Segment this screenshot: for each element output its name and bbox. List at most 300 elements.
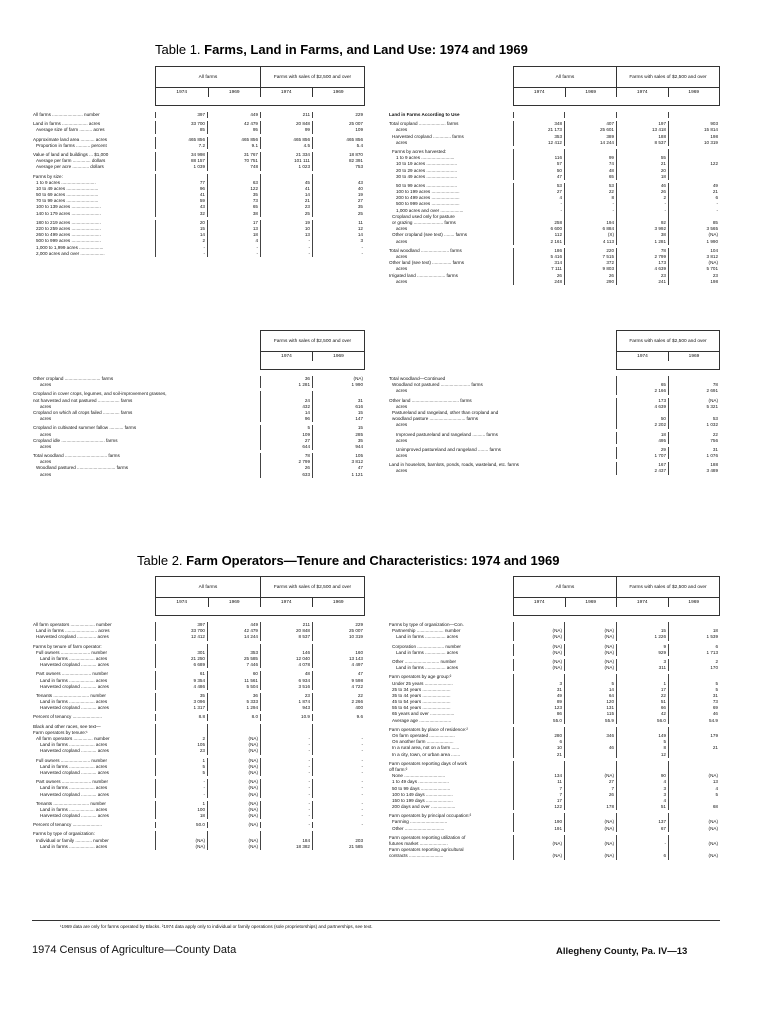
table-row — [388, 826, 720, 832]
cell-value: 53 — [513, 183, 564, 189]
row-label: Percent of tenancy ....................... — [33, 822, 102, 828]
cell-value: 432 — [260, 404, 312, 410]
cell-value: 65 — [207, 204, 260, 210]
table-row — [32, 748, 365, 754]
cell-value: 5 321 — [668, 404, 720, 410]
row-label: Tenants ............................ number — [36, 692, 106, 698]
cell-value: 173 — [616, 398, 668, 404]
cell-value: 116 — [513, 155, 564, 161]
row-label: acres — [396, 403, 408, 409]
row-label: Part owners ....................... number — [36, 671, 108, 677]
cell-value: 4 639 — [616, 404, 668, 410]
row-label: 220 to 259 acres ....................... — [36, 226, 101, 231]
cell-value: 115 — [564, 711, 616, 717]
row-label: acres — [396, 388, 408, 394]
cell-value: 5 — [668, 792, 720, 798]
cell-value: - — [616, 201, 668, 207]
cell-value: (NA) — [207, 838, 260, 844]
row-label: 65 years and over ................... — [392, 711, 455, 717]
cell-value: 1 226 — [616, 634, 668, 640]
cell-value: - — [616, 208, 668, 214]
row-label: Land in farms ................ acres — [396, 649, 459, 655]
row-label: 50 to 99 acres ........................ — [396, 182, 458, 188]
cell-value: (NA) — [668, 398, 720, 404]
cell-value: 35 — [155, 693, 207, 699]
row-label: Cropland in cover crops, legumes, and soil-improvement grasses, — [33, 391, 167, 397]
cell-value: 301 — [155, 650, 207, 656]
cell-value: 15 — [155, 226, 207, 232]
cell-value: (NA) — [668, 773, 720, 779]
row-label: contracts ........................... — [389, 853, 444, 859]
cell-value: 14 — [260, 192, 312, 198]
cell-value: 18 — [207, 232, 260, 238]
row-label: Individual or family ............. number — [36, 837, 109, 843]
cell-value: 65 — [564, 174, 616, 180]
cell-value: 14 — [312, 232, 365, 238]
cell-value: 85 — [668, 220, 720, 226]
cell-value: 48 — [260, 671, 312, 677]
cell-value: 60 — [207, 671, 260, 677]
cell-value: 5 333 — [207, 699, 260, 705]
cell-value: 12 412 — [155, 634, 207, 640]
cell-value: 1 713 — [668, 650, 720, 656]
cell-value: 137 — [616, 819, 668, 825]
cell-value: 15 — [312, 410, 365, 416]
row-label: Land in farms .................... acres — [33, 121, 101, 127]
cell-value — [564, 112, 616, 118]
row-label: Full owners ....................... number — [36, 649, 107, 655]
cell-value: 51 — [616, 804, 668, 810]
cell-value: 25 585 — [207, 656, 260, 662]
row-label: Land in farms ................ acres — [396, 634, 459, 640]
cell-value: 23 — [616, 273, 668, 279]
row-label: 200 days and over ................... — [392, 804, 456, 810]
header-all-farms: All farms — [198, 74, 218, 80]
table1-title — [155, 42, 528, 57]
cell-value: 40 — [312, 186, 365, 192]
cell-value: 407 — [564, 121, 616, 127]
cell-value: 26 — [564, 792, 616, 798]
cell-value: 18 870 — [312, 152, 365, 158]
cell-value: 903 — [668, 121, 720, 127]
cell-value: 14 244 — [564, 140, 616, 146]
cell-value: 21 173 — [513, 127, 564, 133]
row-label: Other land ..................................... farms — [389, 397, 472, 403]
t1-left-body — [32, 112, 365, 257]
table-row — [32, 822, 365, 828]
cell-value: 756 — [668, 438, 720, 444]
cell-value: 92 — [616, 220, 668, 226]
row-label: acres — [396, 139, 408, 145]
row-label: 30 to 49 acres ........................ — [396, 173, 458, 179]
cell-value: 633 — [260, 472, 312, 478]
cell-value: 77 — [155, 180, 207, 186]
cell-value: 36 — [207, 693, 260, 699]
row-label: All farms ........................ number — [33, 112, 100, 117]
cell-value: (NA) — [513, 628, 564, 634]
cell-value: - — [312, 822, 365, 828]
cell-value: - — [260, 758, 312, 764]
cell-value: 198 — [668, 279, 720, 285]
row-label: 100 to 199 acres ...................... — [396, 189, 460, 195]
header-all-farms: All farms — [555, 74, 575, 80]
cell-value: 18 — [668, 628, 720, 634]
row-label: acres — [40, 459, 52, 465]
cell-value: 5 — [616, 739, 668, 745]
row-label: Cropland on which all crops failed ............. farms — [33, 409, 133, 415]
row-label: Farm operators reporting utilization of — [389, 834, 466, 840]
cell-value: (NA) — [513, 841, 564, 847]
row-label: not harvested and not pastured ................. farms — [33, 397, 133, 403]
cell-value: 191 — [513, 826, 564, 832]
cell-value: 21 585 — [312, 844, 365, 850]
cell-value: 167 — [616, 462, 668, 468]
cell-value: 5 416 — [513, 254, 564, 260]
cell-value: 5 — [155, 764, 207, 770]
table-row — [388, 468, 720, 474]
table1-title-text: Farms, Land in Farms, and Land Use: 1974 and 1969 — [204, 42, 528, 57]
cell-value: 26 — [564, 273, 616, 279]
table-row — [32, 164, 365, 170]
cell-value: 56.0 — [616, 718, 668, 724]
cell-value: 9.6 — [312, 714, 365, 720]
row-label: acres — [40, 431, 52, 437]
row-label: Farm operators reporting agricultural — [389, 847, 464, 853]
cell-value: 18 382 — [260, 844, 312, 850]
cell-value: 26 — [513, 273, 564, 279]
cell-value: 465 856 — [312, 137, 365, 143]
cell-value: 1 — [616, 681, 668, 687]
cell-value: 100 — [155, 807, 207, 813]
cell-value: 5 — [260, 425, 312, 431]
row-label: Corporation ..................... number — [392, 643, 461, 649]
t2-right-body — [388, 622, 720, 860]
row-label: Farm operators reporting days of work — [389, 760, 467, 766]
row-label: Cropland used only for pasture — [392, 213, 455, 219]
row-label: Average age ......................... — [392, 717, 452, 723]
cell-value: 101 111 — [260, 158, 312, 164]
cell-value: 131 — [564, 705, 616, 711]
cell-value: - — [312, 748, 365, 754]
cell-value: 2 — [668, 659, 720, 665]
cell-value: 25 — [312, 211, 365, 217]
header-year-1974: 1974 — [260, 598, 312, 607]
table2-number: Table 2. — [137, 553, 183, 568]
cell-value: 5.4 — [312, 143, 365, 149]
cell-value: 6 — [668, 644, 720, 650]
row-label: 70 to 99 acres ......................... — [36, 198, 99, 204]
cell-value: - — [207, 251, 260, 257]
cell-value: 70 751 — [207, 158, 260, 164]
cell-value: 21 — [616, 161, 668, 167]
cell-value: 120 — [564, 699, 616, 705]
row-label: 100 to 149 days ..................... — [392, 791, 453, 797]
cell-value: - — [260, 770, 312, 776]
cell-value: 21 250 — [155, 656, 207, 662]
cell-value: 21 — [513, 752, 564, 758]
cell-value: 1 281 — [260, 382, 312, 388]
cell-value: 27 — [513, 189, 564, 195]
cell-value: (NA) — [513, 644, 564, 650]
cell-value: 146 — [260, 650, 312, 656]
row-label: Average size of farm .......... acres — [36, 127, 105, 133]
cell-value: (NA) — [207, 822, 260, 828]
row-label: acres — [40, 403, 52, 409]
table-row — [388, 650, 720, 656]
cell-value: 12 412 — [513, 140, 564, 146]
cell-value: 15 — [312, 425, 365, 431]
cell-value: 389 — [564, 134, 616, 140]
row-label: On another farm ..................... — [392, 739, 454, 745]
cell-value: 123 — [513, 705, 564, 711]
cell-value: 186 — [513, 248, 564, 254]
footnote-rule — [32, 920, 720, 921]
row-label: Land in farms .................... acres — [40, 806, 108, 812]
cell-value: (X) — [564, 232, 616, 238]
cell-value: 241 — [616, 279, 668, 285]
cell-value: 3 992 — [616, 226, 668, 232]
cell-value: 12 — [616, 752, 668, 758]
row-label: 2,000 acres and over ................... — [36, 250, 105, 256]
cell-value: 14 244 — [207, 634, 260, 640]
cell-value: 4 — [616, 798, 668, 804]
cell-value: 27 — [260, 438, 312, 444]
cell-value: 42 479 — [207, 628, 260, 634]
row-label: woodland pasture ............................ farms — [392, 416, 479, 422]
cell-value: 33 700 — [155, 121, 207, 127]
row-label: Farms by size: — [33, 173, 63, 179]
cell-value: 65 — [616, 382, 668, 388]
t2-left-body — [32, 622, 365, 850]
table-row — [388, 279, 720, 285]
t1-bot-right-header — [616, 330, 720, 370]
cell-value: 3 — [616, 659, 668, 665]
cell-value: 47 — [513, 174, 564, 180]
cell-value: 2 691 — [668, 388, 720, 394]
cell-value: 4 — [207, 238, 260, 244]
cell-value: 73 — [207, 198, 260, 204]
cell-value: 4 722 — [312, 684, 365, 690]
row-label: Farming ............................. — [392, 819, 448, 825]
cell-value — [668, 112, 720, 118]
row-label: acres — [396, 253, 408, 259]
table-row — [32, 792, 365, 798]
row-label: Other cropland ............................ farms — [33, 376, 114, 381]
cell-value: 179 — [668, 733, 720, 739]
cell-value: 67 — [616, 826, 668, 832]
cell-value: 4 639 — [616, 266, 668, 272]
row-label: Total woodland—Continued — [389, 376, 446, 381]
cell-value: (NA) — [513, 659, 564, 665]
cell-value: (NA) — [513, 853, 564, 859]
cell-value: - — [155, 779, 207, 785]
cell-value: 31 — [668, 693, 720, 699]
cell-value: - — [155, 785, 207, 791]
cell-value: 2 202 — [616, 422, 668, 428]
cell-value: (NA) — [564, 644, 616, 650]
row-label: acres — [396, 468, 408, 474]
row-label: Full owners ....................... number — [36, 757, 107, 763]
row-label: acres — [396, 226, 408, 232]
cell-value: - — [260, 764, 312, 770]
cell-value: 31 — [312, 398, 365, 404]
cell-value: 48 — [564, 168, 616, 174]
cell-value: (NA) — [155, 838, 207, 844]
row-label: 50 to 99 days ....................... — [392, 785, 451, 791]
cell-value: - — [260, 748, 312, 754]
cell-value: 41 — [260, 186, 312, 192]
cell-value — [616, 112, 668, 118]
cell-value: 15 814 — [668, 127, 720, 133]
row-label: Value of land and buildings ... $1,000 — [33, 151, 109, 157]
cell-value: 134 — [513, 773, 564, 779]
row-label: 10 to 49 acres ......................... — [36, 185, 99, 191]
row-label: Other ........................... number — [392, 658, 457, 664]
cell-value: 122 — [207, 186, 260, 192]
header-sales-2500: Farms with sales of $2,500 and over — [629, 338, 707, 344]
row-label: Land in farms ................ acres — [396, 665, 459, 671]
t2-right-header — [513, 576, 720, 616]
cell-value: - — [260, 807, 312, 813]
cell-value: 4 — [513, 195, 564, 201]
cell-value: 6 884 — [564, 226, 616, 232]
cell-value: 12 040 — [260, 656, 312, 662]
header-year-1969: 1969 — [668, 352, 719, 361]
cell-value: - — [260, 245, 312, 251]
cell-value: - — [260, 251, 312, 257]
header-all-farms: All farms — [198, 584, 218, 590]
cell-value: 2 799 — [260, 459, 312, 465]
cell-value: 465 856 — [155, 137, 207, 143]
cell-value: (NA) — [564, 853, 616, 859]
cell-value: 7 515 — [564, 254, 616, 260]
cell-value: 122 — [668, 161, 720, 167]
cell-value: 38 — [616, 232, 668, 238]
header-year-1974: 1974 — [616, 598, 668, 607]
cell-value: 53 — [668, 416, 720, 422]
cell-value: 1 076 — [668, 453, 720, 459]
cell-value: 18 — [155, 813, 207, 819]
cell-value: 2 — [155, 238, 207, 244]
cell-value: (NA) — [312, 376, 365, 382]
cell-value: (NA) — [207, 785, 260, 791]
cell-value: 4.5 — [260, 143, 312, 149]
cell-value: (NA) — [155, 844, 207, 850]
cell-value — [668, 174, 720, 180]
table-row — [32, 444, 365, 450]
cell-value: - — [155, 251, 207, 257]
cell-value: 21 334 — [260, 152, 312, 158]
cell-value: 644 — [260, 444, 312, 450]
cell-value: 3 565 — [668, 226, 720, 232]
cell-value: 198 — [668, 134, 720, 140]
cell-value: 194 — [564, 220, 616, 226]
cell-value: 50.0 — [155, 822, 207, 828]
header-year-1969: 1969 — [312, 598, 365, 607]
row-label: 100 to 139 acres ....................... — [36, 204, 101, 210]
cell-value: 10 — [513, 745, 564, 751]
row-label: None ................................ — [392, 773, 446, 779]
cell-value: 20 — [155, 220, 207, 226]
cell-value: 4 — [668, 786, 720, 792]
cell-value: 90 — [616, 773, 668, 779]
table1-number: Table 1. — [155, 42, 201, 57]
cell-value: 160 — [312, 650, 365, 656]
cell-value: 220 — [564, 248, 616, 254]
row-label: Land in farms .................... acres — [40, 655, 108, 661]
cell-value: 3 — [616, 792, 668, 798]
cell-value: 26 — [260, 465, 312, 471]
table-row — [32, 112, 365, 118]
cell-value: 73 — [668, 699, 720, 705]
row-label: In a city, town, or urban area ....... — [392, 751, 461, 757]
cell-value: 1 039 — [155, 164, 207, 170]
row-label: Land in houselots, barnlots, ponds, roads, wasteland, etc. farms — [389, 462, 519, 468]
table-row — [32, 770, 365, 776]
cell-value: 9 354 — [155, 678, 207, 684]
row-label: Other cropland (see text) ........ farms — [392, 232, 468, 238]
row-label: Harvested cropland ............ acres — [40, 705, 109, 711]
cell-value: 25 — [260, 211, 312, 217]
cell-value: 7.2 — [155, 143, 207, 149]
cell-value: (NA) — [564, 819, 616, 825]
cell-value: 346 — [564, 733, 616, 739]
row-label: Woodland not pastured ....................... farms — [392, 382, 483, 388]
row-label: Unimproved pastureland and rangeland ........ farms — [396, 446, 501, 452]
cell-value: 7 — [513, 786, 564, 792]
cell-value: 27 — [312, 198, 365, 204]
cell-value: - — [564, 208, 616, 214]
row-label: Farms by acres harvested: — [392, 148, 447, 154]
row-label: off farm:² — [389, 766, 408, 772]
row-label: Farm operators by principal occupation:² — [389, 813, 472, 819]
row-label: Improved pastureland and rangeland .......... farms — [396, 431, 498, 437]
cell-value: 188 — [616, 134, 668, 140]
cell-value: 2 799 — [616, 254, 668, 260]
cell-value: 105 — [155, 742, 207, 748]
cell-value: 29 — [616, 447, 668, 453]
cell-value: 400 — [312, 705, 365, 711]
row-label: Other ............................... — [392, 825, 445, 831]
table-row — [32, 211, 365, 217]
cell-value: 5 701 — [668, 266, 720, 272]
cell-value: 190 — [513, 819, 564, 825]
row-label: On farm operated .................... — [392, 733, 455, 738]
cell-value: (NA) — [668, 232, 720, 238]
row-label: Cropland in cultivated summer fallow ........... farms — [33, 425, 137, 431]
row-label: 55 to 64 years ...................... — [392, 705, 451, 711]
row-label: Land in farms ......................... acres — [36, 628, 110, 634]
row-label: 260 to 499 acres ....................... — [36, 232, 101, 238]
cell-value: - — [260, 736, 312, 742]
cell-value: 85 — [155, 127, 207, 133]
cell-value: (NA) — [207, 736, 260, 742]
cell-value: - — [207, 245, 260, 251]
cell-value: (NA) — [207, 807, 260, 813]
cell-value: 11 — [312, 220, 365, 226]
row-label: 1,000 to 1,999 acres ................... — [36, 244, 104, 250]
table-row — [32, 143, 365, 149]
row-label: Average per farm .............. dollars — [36, 158, 106, 164]
header-year-1974: 1974 — [176, 90, 188, 95]
table-row — [388, 853, 720, 859]
cell-value: 82 391 — [312, 158, 365, 164]
header-sales-2500: Farms with sales of $2,500 and over — [273, 338, 352, 344]
cell-value: 47 — [312, 671, 365, 677]
cell-value: 211 — [260, 622, 312, 628]
cell-value: (NA) — [564, 826, 616, 832]
cell-value: - — [312, 251, 365, 257]
